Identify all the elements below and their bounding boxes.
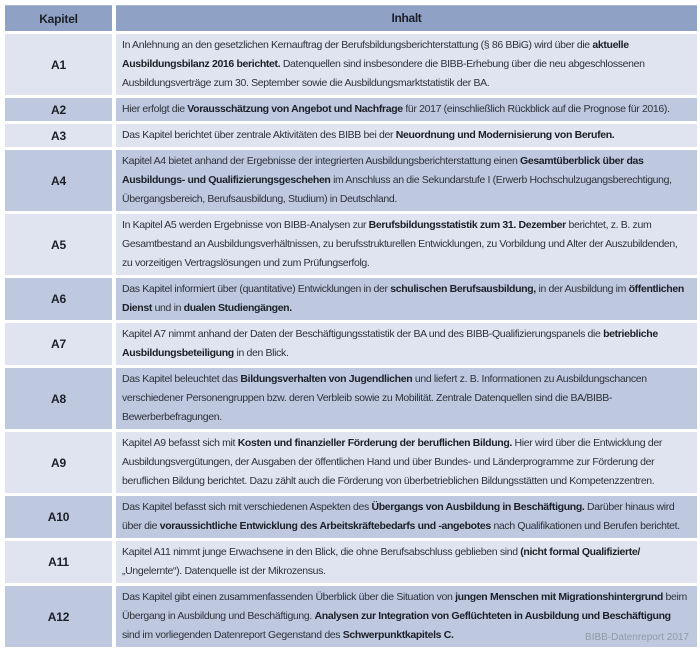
source-note: BIBB-Datenreport 2017 [585, 632, 689, 643]
table-row [5, 98, 697, 121]
chapter-id: A9 [5, 432, 112, 493]
description-text-segment: Das Kapitel berichtet über zentrale Aktivitäten des BIBB bei der [122, 129, 396, 141]
description-bold-segment: Vorausschätzung von Angebot und Nachfrage [187, 103, 403, 115]
description-text-segment: im Anschluss an die Sekundarstufe I (Erwerb Hochschulzugangsberechtigung, Übergangsbereich, Berufsausbildung, Studium) in Deutschland. [122, 174, 672, 205]
description-bold-segment: Berufsbildungsstatistik zum 31. Dezember [368, 219, 566, 231]
table-body [5, 34, 697, 647]
chapter-description [116, 124, 697, 147]
description-text-segment: Das Kapitel gibt einen zusammenfassenden Überblick über die Situation von [122, 591, 456, 603]
description-bold-segment: jungen Menschen mit Migrationshintergrund [455, 591, 663, 603]
chapter-description [116, 368, 697, 429]
chapter-description [116, 98, 697, 121]
description-bold-segment: schulischen Berufsausbildung, [390, 283, 536, 295]
description-text-segment: In Anlehnung an den gesetzlichen Kernauftrag der Berufsbildungsberichterstattung (§ 86 BBiG) wird über die [122, 39, 593, 51]
description-text-segment: Das Kapitel informiert über (quantitative) Entwicklungen in der [122, 283, 391, 295]
description-text-segment: In Kapitel A5 werden Ergebnisse von BIBB-Analysen zur [122, 219, 369, 231]
chapter-description [116, 541, 697, 583]
description-text-segment: Hier erfolgt die [122, 103, 188, 115]
table-row [5, 368, 697, 429]
table-row [5, 541, 697, 583]
description-bold-segment: Gesamtüberblick über das Ausbildungs- und Qualifizierungsgeschehen [122, 155, 644, 186]
description-text-segment: berichtet, z. B. zum Gesamtbestand an Ausbildungsverhältnissen, zu berufsstrukturellen Entwicklungen, zu Vorbildung und Alter der Auszubildenden, zu vorzeitigen Vertragslösungen und zum Prüfungserfolg. [122, 219, 678, 269]
chapter-description [116, 323, 697, 365]
table-row [5, 432, 697, 493]
description-text-segment: beim Übergang in Ausbildung und Beschäftigung. [122, 591, 687, 622]
description-text-segment: Kapitel A4 bietet anhand der Ergebnisse der integrierten Ausbildungsberichterstattung einen [122, 155, 521, 167]
chapter-id: A5 [5, 214, 112, 275]
description-bold-segment: Bildungsverhalten von Jugendlichen [240, 373, 413, 385]
description-bold-segment: (nicht formal Qualifizierte/ [520, 546, 640, 558]
description-text-segment: Hier wird über die Entwicklung der Ausbildungsvergütungen, der Ausgaben der öffentlichen Hand und über Bundes- und Länderprogramme zur Förderung der beruflichen Bildung berichtet. Dazu zählt auch die Förderung von überbetrieblichen Bildungsstätten und Kompetenzzentren. [122, 437, 662, 487]
description-text-segment: nach Qualifikationen und Berufen berichtet. [490, 520, 680, 532]
description-text-segment: und liefert z. B. Informationen zu Ausbildungschancen verschiedener Personengruppen bzw. deren Verbleib sowie zu Mobilität. Zentrale Datenquellen sind die BA/BIBB-Bewerberbefragungen. [122, 373, 647, 423]
chapter-description [116, 150, 697, 211]
description-bold-segment: voraussichtliche Entwicklung des Arbeitskräftebedarfs und -angebotes [159, 520, 491, 532]
description-text-segment: Datenquellen sind insbesondere die BIBB-Erhebung über die neu abgeschlossenen Ausbildungsverträge zum 30. September sowie die Ausbildungsmarktstatistik der BA. [122, 58, 645, 89]
description-text-segment: Das Kapitel beleuchtet das [122, 373, 241, 385]
description-text-segment: Kapitel A9 befasst sich mit [122, 437, 238, 449]
table-row [5, 496, 697, 538]
table-row [5, 214, 697, 275]
chapter-description [116, 496, 697, 538]
chapter-id: A2 [5, 98, 112, 121]
description-text-segment: und in [152, 302, 184, 314]
description-bold-segment: Analysen zur Integration von Geflüchteten in Ausbildung und Beschäftigung [314, 610, 671, 622]
table-header-row [5, 5, 697, 31]
description-text-segment: in den Blick. [233, 347, 289, 359]
table-row [5, 124, 697, 147]
description-text-segment: Kapitel A11 nimmt junge Erwachsene in den Blick, die ohne Berufsabschluss geblieben sind [122, 546, 521, 558]
column-header-kapitel: Kapitel [5, 5, 112, 31]
description-bold-segment: betriebliche Ausbildungsbeteiligung [122, 328, 658, 359]
chapter-id: A4 [5, 150, 112, 211]
chapter-id: A6 [5, 278, 112, 320]
chapter-id: A12 [5, 586, 112, 647]
chapter-description [116, 34, 697, 95]
description-bold-segment: Schwerpunktkapitels C. [342, 629, 454, 641]
description-bold-segment: öffentlichen Dienst [122, 283, 684, 314]
table-row [5, 323, 697, 365]
chapter-description [116, 432, 697, 493]
chapter-description [116, 278, 697, 320]
description-bold-segment: Übergangs von Ausbildung in Beschäftigung. [371, 501, 585, 513]
table-row [5, 278, 697, 320]
chapter-id: A3 [5, 124, 112, 147]
chapter-description [116, 586, 697, 647]
chapter-id: A7 [5, 323, 112, 365]
description-bold-segment: aktuelle Ausbildungsbilanz 2016 berichtet. [122, 39, 629, 70]
description-text-segment: Das Kapitel befasst sich mit verschiedenen Aspekten des [122, 501, 372, 513]
description-text-segment: Darüber hinaus wird über die [122, 501, 675, 532]
description-text-segment: für 2017 (einschließlich Rückblick auf die Prognose für 2016). [402, 103, 670, 115]
chapter-id: A10 [5, 496, 112, 538]
table-row [5, 586, 697, 647]
description-text-segment: sind im vorliegenden Datenreport Gegenstand des [122, 629, 343, 641]
chapter-id: A8 [5, 368, 112, 429]
description-bold-segment: dualen Studiengängen. [183, 302, 292, 314]
table-row [5, 34, 697, 95]
column-header-inhalt: Inhalt [116, 5, 697, 31]
chapter-id: A1 [5, 34, 112, 95]
description-text-segment: in der Ausbildung im [535, 283, 629, 295]
description-bold-segment: Kosten und finanzieller Förderung der beruflichen Bildung. [237, 437, 512, 449]
chapter-description [116, 214, 697, 275]
table-row [5, 150, 697, 211]
description-text-segment: Kapitel A7 nimmt anhand der Daten der Beschäftigungsstatistik der BA und des BIBB-Qualifizierungspanels die [122, 328, 604, 340]
chapter-id: A11 [5, 541, 112, 583]
description-bold-segment: Neuordnung und Modernisierung von Berufen. [395, 129, 615, 141]
description-text-segment: „Ungelernte“). Datenquelle ist der Mikrozensus. [122, 565, 326, 577]
